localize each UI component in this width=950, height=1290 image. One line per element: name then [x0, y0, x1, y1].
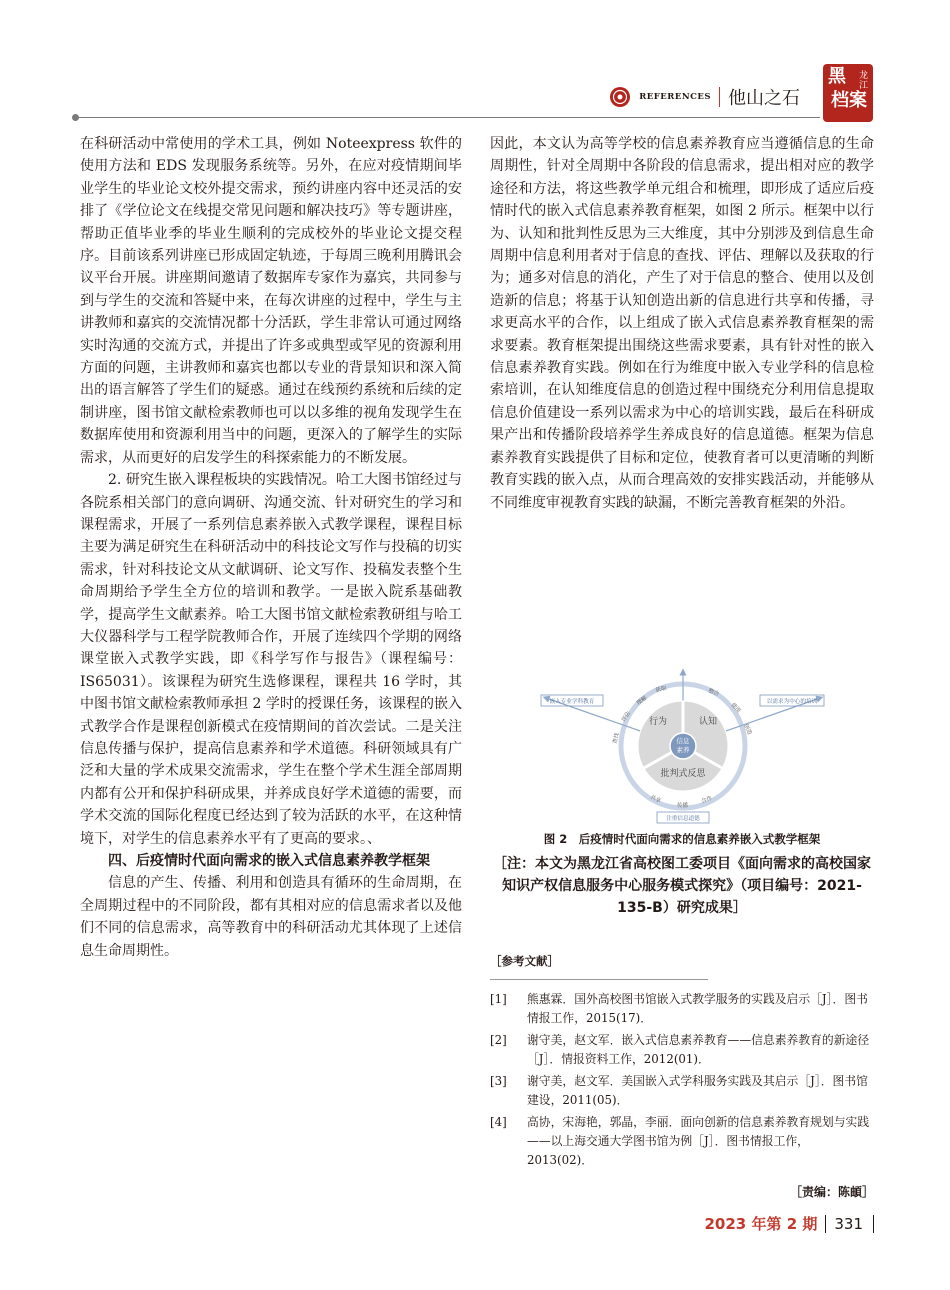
arc-left-3: 理解: [635, 695, 649, 707]
reference-number: [1]: [490, 992, 507, 1006]
box-left-label: 嵌入专业学科教育: [549, 699, 595, 705]
running-header: [609, 84, 800, 110]
right-column: [490, 133, 874, 514]
header-separator: [719, 87, 720, 107]
left-column: [80, 133, 462, 962]
framework-figure: [540, 668, 826, 824]
arc-right-1: 整合: [707, 688, 720, 698]
issue-label: 2023 年第 2 期: [704, 1215, 818, 1233]
header-rule: [78, 117, 820, 118]
reference-text: 高协，宋海艳，郭晶，李丽．面向创新的信息素养教育规划与实践——以上海交通大学图书馆为例［J］．图书情报工作，2013(02)．: [527, 1115, 870, 1167]
paragraph: 因此，本文认为高等学校的信息素养教育应当遵循信息的生命周期性，针对全周期中各阶段的信息需求，提出相对应的教学途径和方法，将这些教学单元组合和梳理，即形成了适应后疫情时代的嵌入式信息素养教育框架，如图 2 所示。框架中以行为、认知和批判性反思为三大维度，其中分别涉及到信息生命周期中信息利用者对于信息的查找、评估、理解以及获取的行为；通多对信息的消化，产生了对于信息的整合、使用以及创造新的信息；将基于认知创造出新的信息进行共享和传播，寻求更高水平的合作，以上组成了嵌入式信息素养教育框架的需求要素。教育框架提出围绕这些需求要素，具有针对性的嵌入信息素养教育实践。例如在行为维度中嵌入专业学科的信息检索培训，在认知维度信息的创造过程中围绕充分利用信息提取信息价值建设一系列以需求为中心的培训实践，最后在科研成果产出和传播阶段培养学生养成良好的信息道德。框架为信息素养教育实践提供了目标和定位，使教育者可以更清晰的判断教育实践的嵌入点，从而合理高效的安排实践活动，并能够从不同维度审视教育实践的缺漏，不断完善教育框架的外沿。: [490, 136, 874, 511]
arc-left-2: 评估: [620, 710, 632, 724]
reference-item: [490, 1113, 874, 1170]
reference-number: [4]: [490, 1115, 507, 1129]
page-footer: [705, 1213, 875, 1234]
logo-char-2: 龙江: [859, 71, 869, 91]
references-rule: [490, 979, 708, 980]
reference-item: [490, 1031, 874, 1069]
arc-right-3: 创造: [742, 723, 753, 736]
arc-right-2: 使用: [729, 702, 742, 715]
references-heading: ［参考文献］: [490, 954, 559, 968]
page-number: 331: [834, 1214, 863, 1233]
references-list: [490, 990, 874, 1173]
section-heading: 四、后疫情时代面向需求的嵌入式信息素养教学框架: [108, 853, 430, 869]
paragraph: 2. 研究生嵌入课程板块的实践情况。哈工大图书馆经过与各院系相关部门的意向调研、沟通交流、针对研究生的学习和课程需求，开展了一系列信息素养嵌入式教学课程，课程目标主要为满足研究生在科研活动中的科技论文写作与投稿的切实需求，针对科技论文从文献调研、论文写作、投稿发表整个生命周期给予学生全方位的培训和教学。一是嵌入院系基础教学，提高学生文献素养。哈工大图书馆文献检索教研组与哈工大仪器科学与工程学院教师合作，开展了连续四个学期的网络课堂嵌入式教学实践，即《科学写作与报告》（课程编号：IS65031）。该课程为研究生选修课程，课程共 16 学时，其中图书馆文献检索教师承担 2 学时的授课任务，该课程的嵌入式教学合作是课程创新模式在疫情期间的首次尝试。二是关注信息传播与保护，提高信息素养和学术道德。科研领域具有广泛和大量的学术成果交流需求，学生在整个学术生涯全部周期内都有公开和保护科研成果，并养成良好学术道德的需要，而学术交流的国际化程度已经达到了较为活跃的水平，在这种情境下，对学生的信息素养水平有了更高的要求。、: [80, 472, 462, 847]
reference-number: [3]: [490, 1074, 507, 1088]
box-bottom-label: 注重信息道德: [666, 816, 700, 822]
references-emblem-icon: [609, 86, 631, 108]
reference-number: [2]: [490, 1033, 507, 1047]
reference-item: [490, 1072, 874, 1110]
box-right-label: 以需求为中心的培训: [766, 699, 818, 705]
reference-text: 谢守美，赵文军．美国嵌入式学科服务实践及其启示［J］．图书馆建设，2011(05)．: [527, 1074, 868, 1107]
arc-bottom-1: 共享: [649, 794, 662, 805]
figure-caption: 图 2 后疫情时代面向需求的信息素养嵌入式教学框架: [543, 832, 821, 846]
reference-text: 熊惠霖．国外高校图书馆嵌入式教学服务的实践及启示［J］．图书情报工作，2015(17)．: [527, 992, 868, 1025]
arc-bottom-2: 传播: [677, 803, 689, 809]
section-name: 他山之石: [728, 88, 800, 109]
logo-char-3: 档案: [831, 90, 867, 111]
footer-separator: [825, 1215, 826, 1233]
paragraph: 信息的产生、传播、利用和创造具有循环的生命周期，在全周期过程中的不同阶段，都有其相对应的信息需求者以及他们不同的信息需求，高等教育中的科研活动尤其体现了上述信息生命周期性。: [80, 875, 462, 959]
footer-bar: [873, 1215, 874, 1233]
reference-item: [490, 990, 874, 1028]
editor-credit: ［责编：陈頔］: [789, 1185, 874, 1199]
paragraph: 在科研活动中常使用的学术工具，例如 Noteexpress 软件的使用方法和 EDS 发现服务系统等。另外，在应对疫情期间毕业学生的毕业论文校外提交需求，预约讲座内容中还灵活的安排了《学位论文在线提交常见问题和解决技巧》等专题讲座，帮助正值毕业季的毕业生顺利的完成校外的毕业论文提交程序。目前该系列讲座已形成固定轨迹，于每周三晚利用腾讯会议平台开展。讲座期间邀请了数据库专家作为嘉宾，共同参与到与学生的交流和答疑中来，在每次讲座的过程中，学生与主讲教师和嘉宾的交流情况都十分活跃，学生非常认可通过网络实时沟通的交流方式，并提出了许多或典型或罕见的资源利用方面的问题，主讲教师和嘉宾也都以专业的背景知识和深入简出的语言解答了学生们的疑惑。通过在线预约系统和后续的定制讲座，图书馆文献检索教师也可以以多维的视角发现学生在数据库使用和资源利用当中的问题，更深入的了解学生的实际需求，从而更好的启发学生的科探索能力的不断发展。: [80, 136, 462, 466]
arc-left-1: 查找: [612, 732, 621, 745]
funding-note: ［注：本文为黑龙江省高校图工委项目《面向需求的高校国家知识产权信息服务中心服务模式探究》（项目编号：2021-135-B）研究成果］: [493, 856, 871, 916]
arc-left-4: 获取: [654, 685, 668, 694]
arc-bottom-3: 合作: [700, 795, 714, 805]
reference-text: 谢守美，赵文军．嵌入式信息素养教育——信息素养教育的新途径［J］．情报资料工作，2012(01)．: [527, 1033, 870, 1066]
sector-behavior: 行为: [648, 717, 668, 727]
center-line2: 素养: [676, 746, 690, 754]
sector-reflection: 批判式反思: [660, 769, 706, 779]
sector-cognition: 认知: [698, 717, 718, 727]
center-line1: 信息: [676, 737, 690, 745]
references-label: REFERENCES: [639, 92, 711, 102]
logo-char-1: 黑: [828, 66, 846, 87]
journal-logo: [823, 64, 873, 122]
